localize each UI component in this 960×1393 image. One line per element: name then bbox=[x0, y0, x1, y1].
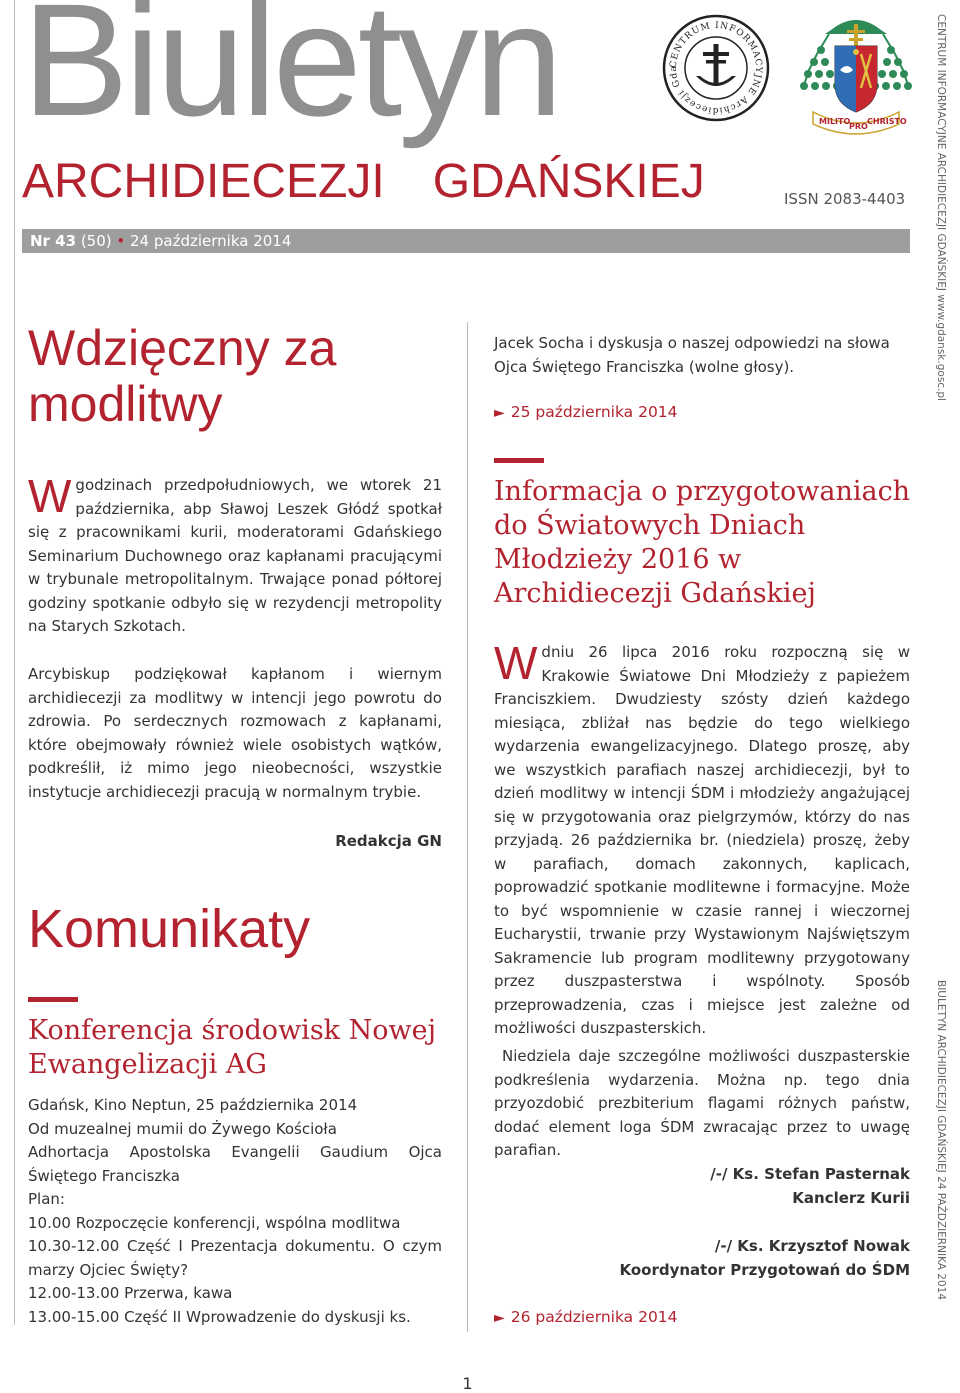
side-caption-top-text: CENTRUM INFORMACYJNE ARCHIDIECEZJI GDAŃSKIEJ www.gdansk.gosc.pl bbox=[935, 14, 947, 401]
issue-date: 24 października 2014 bbox=[125, 232, 292, 250]
article1-signoff: Redakcja GN bbox=[335, 832, 442, 850]
article3-para1-text: dniu 26 lipca 2016 roku rozpoczną się w Krakowie Światowe Dni Młodzieży z papieżem Franciszkiem. Dwudziesty szósty dzień każdego miesiąca, zbliżał nas będzie do tego wielkiego wydarzenia ewangelizacyjnego. Dlatego proszę, aby we wszystkich parafiach naszej archidiecezji, był to dzień modlitwy w intencji ŚDM i młodzieży angażującej się w przygotowania oraz pielgrzymów, którzy do nas przyjadą. 26 października br. (niedziela) proszę, żeby w parafiach, domach zakonnych, kaplicach, poprowadzić spotkanie modlitewne i formacyjne. Może to być wspomnienie w czasie rannej i wieczornej Eucharystii, trwanie przy Wystawionym Najświętszym Sakramencie lub program modlitewny przygotowany przez duszpasterstwa i wspólnoty. Sposób przeprowadzenia, czas i miejsce jest zależne od możliwości duszpasterskich. bbox=[494, 643, 910, 1037]
issue-number: Nr 43 bbox=[30, 232, 77, 250]
side-caption-bottom bbox=[935, 980, 957, 1325]
program-line: 10.30-12.00 Część I Prezentacja dokumentu. O czym marzy Ojciec Święty? bbox=[28, 1237, 442, 1279]
accent-dash bbox=[494, 458, 544, 463]
article2-program bbox=[28, 1094, 442, 1329]
program-line: 10.00 Rozpoczęcie konferencji, wspólna modlitwa bbox=[28, 1213, 401, 1232]
program-line: Adhortacja Apostolska Evangelii Gaudium Ojca Świętego Franciszka bbox=[28, 1143, 442, 1185]
motto-word-2: PRO bbox=[849, 122, 868, 131]
article1-dropcap: W bbox=[28, 470, 72, 522]
cross-anchor-icon bbox=[696, 44, 736, 86]
masthead-sub-word2: GDAŃSKIEJ bbox=[432, 155, 705, 208]
article1-para2: Arcybiskup podziękował kapłanom i wiernym archidiecezji za modlitwy w intencji jego powrotu do zdrowia. Po serdecznych rozmowach z kapłanami, które obejmowały również wiele osobistych wątków, podkreślił, iż mimo jego nieobecności, wszystkie instytucje archidiecezji pracują w normalnym trybie. bbox=[28, 665, 442, 801]
article1-para1-text: godzinach przedpołudniowych, we wtorek 21 października, abp Sławoj Leszek Głódź spotkał się z pracownikami kurii, moderatorami Gdańskiego Seminarium Duchownego oraz kapłanami pracującymi w trybunale metropolitalnym. Trwające ponad półtorej godziny spotkanie odbyło się w rezydencji metropolity na Starych Szkotach. bbox=[28, 476, 442, 635]
issn-number: ISSN 2083-4403 bbox=[784, 190, 906, 208]
issue-info bbox=[30, 232, 291, 250]
masthead-subtitle bbox=[22, 155, 705, 208]
program-line: Od muzealnej mumii do Żywego Kościoła bbox=[28, 1119, 337, 1138]
date-marker-1 bbox=[494, 403, 678, 421]
date-text-1: 25 października 2014 bbox=[510, 403, 678, 421]
issue-paren: (50) bbox=[76, 232, 117, 250]
program-line: 12.00-13.00 Przerwa, kawa bbox=[28, 1284, 233, 1302]
shield-icon bbox=[835, 46, 877, 112]
program-line: Gdańsk, Kino Neptun, 25 października 2014 bbox=[28, 1096, 358, 1114]
program-line: Plan: bbox=[28, 1190, 65, 1208]
ci-logo-ring-text: CENTRUM INFORMACYJNE Archidiecezji Gda bbox=[668, 20, 764, 116]
column-divider bbox=[467, 322, 468, 1332]
issue-dot: • bbox=[116, 232, 126, 250]
left-margin-rule bbox=[14, 0, 15, 1325]
side-caption-bottom-text: BIULETYN ARCHIDIECEZJI GDAŃSKIEJ 24 PAŹDZIERNIKA 2014 bbox=[935, 980, 947, 1300]
date-text-2: 26 października 2014 bbox=[510, 1308, 678, 1326]
motto-word-3: CHRISTO bbox=[867, 117, 907, 126]
masthead-title: Biuletyn bbox=[22, 0, 560, 149]
archbishop-coat-of-arms bbox=[795, 8, 917, 138]
article1-para1 bbox=[28, 470, 442, 639]
centrum-informacyjne-logo bbox=[662, 14, 770, 122]
article1-headline: Wdzięczny za modlitwy bbox=[28, 320, 337, 432]
triangle-right-icon: ► bbox=[494, 1310, 505, 1326]
signature-1-name: /-/ Ks. Stefan Pasternak bbox=[710, 1165, 910, 1183]
date-marker-2 bbox=[494, 1308, 678, 1326]
section-title: Komunikaty bbox=[28, 899, 311, 959]
masthead-sub-word1: ARCHIDIECEZJI bbox=[22, 155, 385, 208]
side-caption-top bbox=[935, 14, 957, 432]
article2-title: Konferencja środowisk Nowej Ewangelizacji AG bbox=[28, 1015, 436, 1080]
article3-dropcap: W bbox=[494, 637, 538, 689]
svg-text:CENTRUM INFORMACYJNE Archidiec bbox=[662, 14, 763, 115]
article2-continued: Jacek Socha i dyskusja o naszej odpowiedzi na słowa Ojca Świętego Franciszka (wolne głosy). bbox=[494, 334, 890, 376]
signature-2-role: Koordynator Przygotowań do ŚDM bbox=[619, 1261, 910, 1279]
article3-para1 bbox=[494, 637, 910, 1041]
page-number: 1 bbox=[462, 1374, 473, 1393]
motto-word-1: MILITO bbox=[819, 117, 851, 126]
accent-dash bbox=[28, 997, 78, 1002]
article3-title: Informacja o przygotowaniach do Światowych Dniach Młodzieży 2016 w Archidiecezji Gdańskiej bbox=[494, 476, 911, 609]
signature-2-name: /-/ Ks. Krzysztof Nowak bbox=[714, 1237, 910, 1255]
program-line: 13.00-15.00 Część II Wprowadzenie do dyskusji ks. bbox=[28, 1307, 411, 1326]
article3-para2: Niedziela daje szczególne możliwości duszpasterskie podkreślenia wydarzenia. Można np. tego dnia przyozdobić prezbiterium flagami różnych państw, dodać element loga ŚDM zwracając przez to uwagę parafian. bbox=[494, 1047, 910, 1159]
signature-1-role: Kanclerz Kurii bbox=[792, 1189, 910, 1207]
triangle-right-icon: ► bbox=[494, 405, 505, 421]
